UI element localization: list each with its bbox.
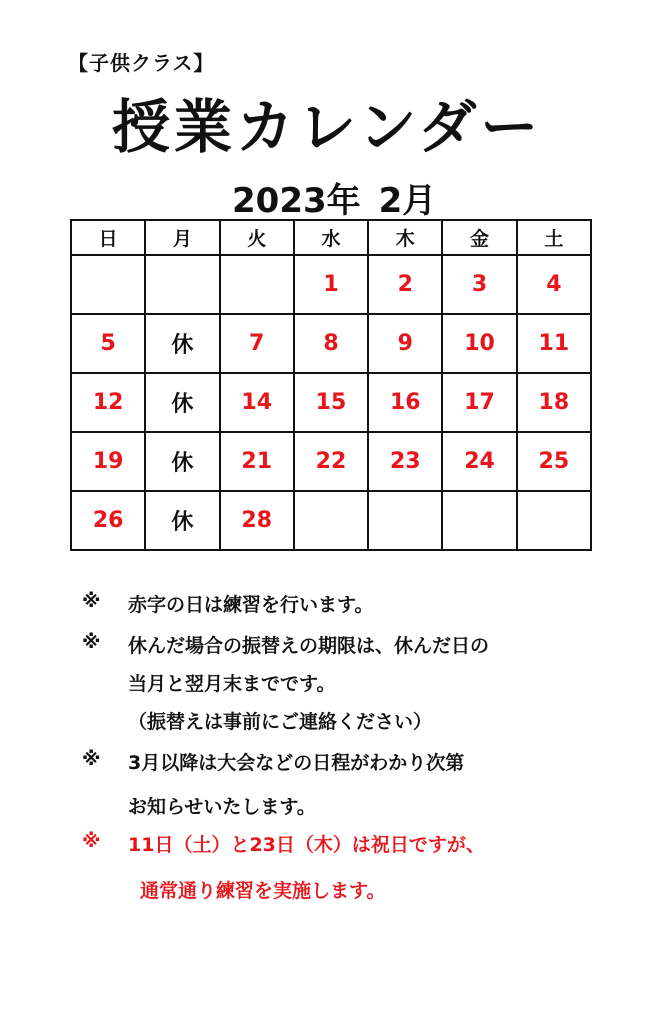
empty-day-cell [220, 255, 294, 314]
closed-day-cell: 休 [145, 314, 219, 373]
calendar-week-row [71, 373, 591, 432]
day-cell: 1 [294, 255, 368, 314]
day-cell: 18 [517, 373, 591, 432]
empty-day-cell [294, 491, 368, 550]
weekday-header-row [71, 220, 591, 255]
day-cell: 14 [220, 373, 294, 432]
day-cell: 25 [517, 432, 591, 491]
weekday-wed: 水 [294, 220, 368, 255]
day-cell: 19 [71, 432, 145, 491]
closed-day-cell: 休 [145, 432, 219, 491]
day-cell: 4 [517, 255, 591, 314]
day-cell: 16 [368, 373, 442, 432]
note-2-line-1: 休んだ場合の振替えの期限は、休んだ日の [128, 635, 490, 657]
note-mark: ※ [82, 748, 101, 770]
weekday-thu: 木 [368, 220, 442, 255]
day-cell: 8 [294, 314, 368, 373]
weekday-fri: 金 [442, 220, 516, 255]
day-cell: 10 [442, 314, 516, 373]
empty-day-cell [442, 491, 516, 550]
day-cell: 11 [517, 314, 591, 373]
day-cell: 3 [442, 255, 516, 314]
empty-day-cell [368, 491, 442, 550]
calendar-week-row [71, 255, 591, 314]
day-cell: 22 [294, 432, 368, 491]
day-cell: 9 [368, 314, 442, 373]
note-mark: ※ [82, 590, 101, 612]
weekday-sat: 土 [517, 220, 591, 255]
note-2-line-3: （振替えは事前にご連絡ください） [128, 711, 433, 733]
closed-day-cell: 休 [145, 373, 219, 432]
month-title [232, 173, 436, 222]
note-3-line-1: 3月以降は大会などの日程がわかり次第 [128, 752, 465, 774]
note-4-line-1: 11日（土）と23日（木）は祝日ですが、 [128, 834, 485, 856]
calendar-week-row [71, 491, 591, 550]
empty-day-cell [71, 255, 145, 314]
day-cell: 15 [294, 373, 368, 432]
day-cell: 12 [71, 373, 145, 432]
day-cell: 7 [220, 314, 294, 373]
calendar-table [70, 219, 592, 551]
weekday-tue: 火 [220, 220, 294, 255]
class-label: 【子供クラス】 [68, 51, 215, 75]
weekday-mon: 月 [145, 220, 219, 255]
day-cell: 21 [220, 432, 294, 491]
note-3-line-2: お知らせいたします。 [128, 796, 316, 818]
day-cell: 28 [220, 491, 294, 550]
note-4-line-2: 通常通り練習を実施します。 [140, 880, 386, 902]
day-cell: 5 [71, 314, 145, 373]
calendar-week-row [71, 432, 591, 491]
year-text: 2023年 [232, 181, 361, 221]
calendar-week-row [71, 314, 591, 373]
day-cell: 26 [71, 491, 145, 550]
day-cell: 24 [442, 432, 516, 491]
weekday-sun: 日 [71, 220, 145, 255]
day-cell: 2 [368, 255, 442, 314]
note-2-line-2: 当月と翌月末までです。 [128, 673, 336, 695]
note-1-line-1: 赤字の日は練習を行います。 [128, 594, 374, 616]
note-mark: ※ [82, 631, 101, 653]
closed-day-cell: 休 [145, 491, 219, 550]
empty-day-cell [517, 491, 591, 550]
day-cell: 17 [442, 373, 516, 432]
month-text: 2月 [378, 181, 437, 221]
day-cell: 23 [368, 432, 442, 491]
note-mark: ※ [82, 830, 101, 852]
empty-day-cell [145, 255, 219, 314]
page-title: 授業カレンダー [112, 93, 543, 161]
